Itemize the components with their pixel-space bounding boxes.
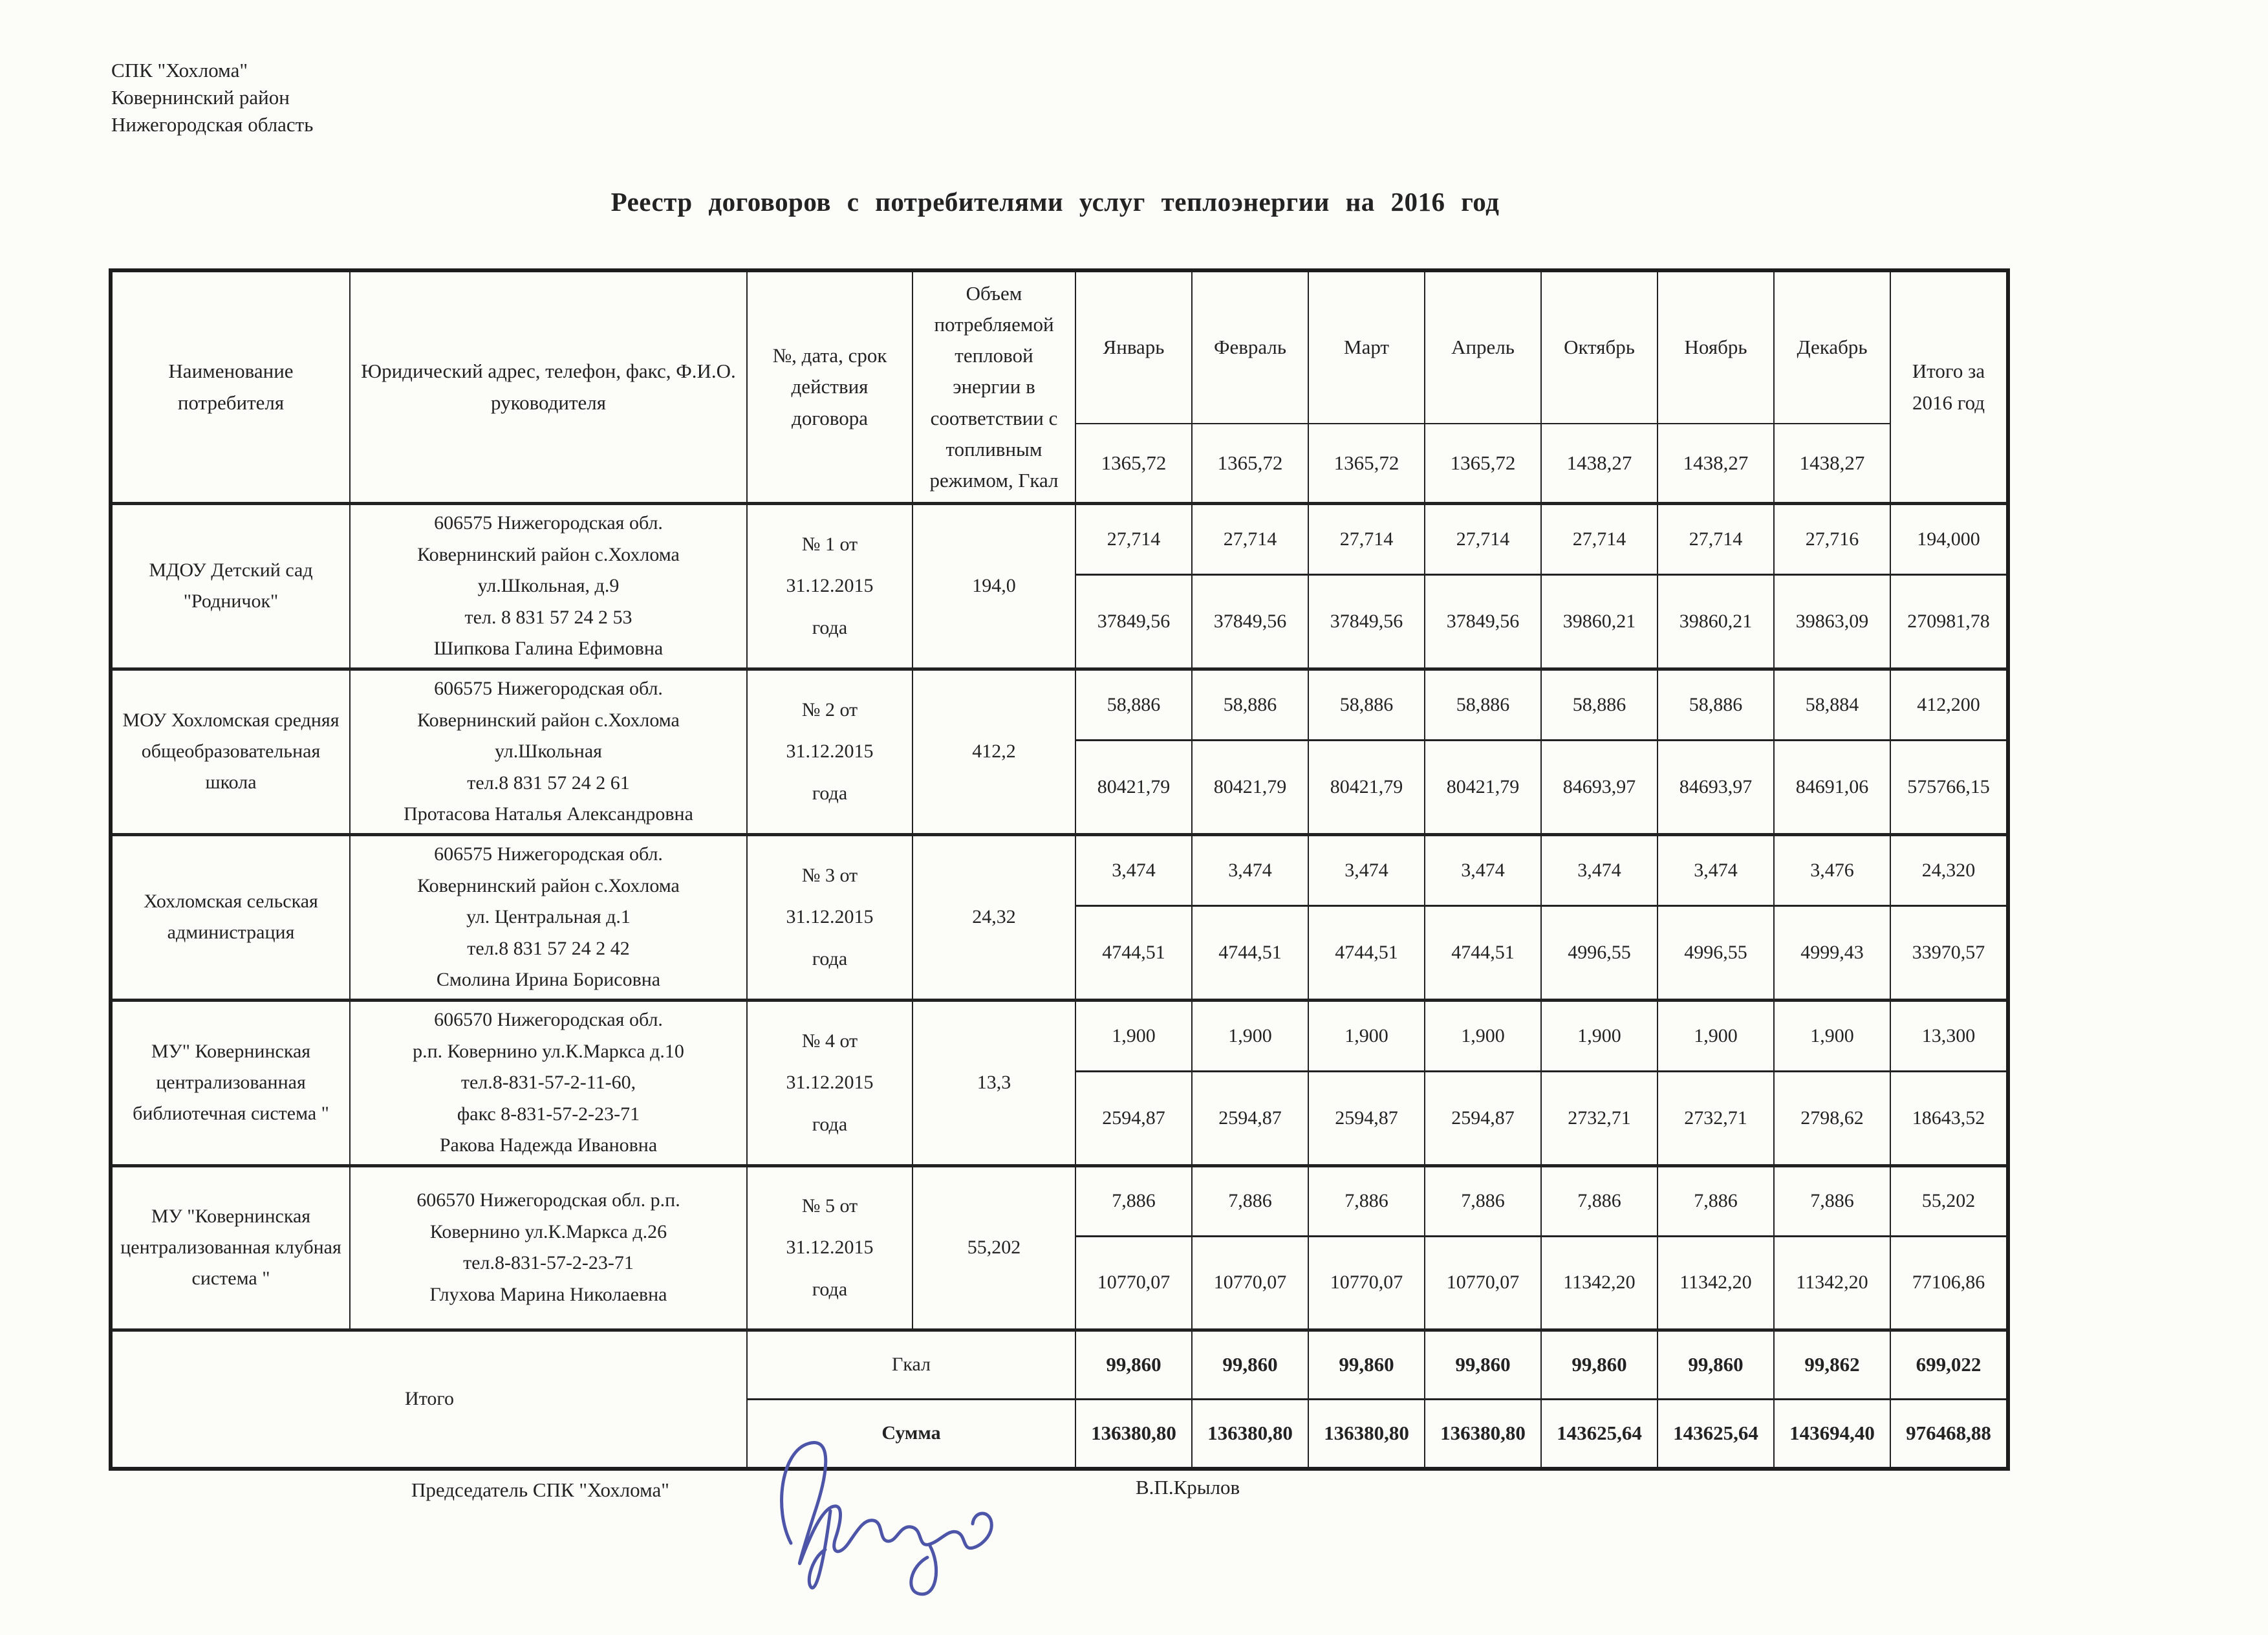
contract-line: № 3 от [801,864,858,886]
contract-line: № 4 от [801,1030,858,1052]
money-month-value: 80421,79 [1075,740,1192,834]
gkal-month-value: 7,886 [1308,1165,1425,1236]
totals-sum-value: 136380,80 [1075,1399,1192,1469]
gkal-month-value: 3,476 [1774,834,1890,905]
gkal-month-value: 27,714 [1192,504,1308,575]
address-line: ул.Школьная, д.9 [477,575,620,597]
contract-line: года [812,1113,848,1135]
consumer-name: Хохломская сельская администрация [111,834,350,1000]
consumer-address [350,504,747,669]
money-month-value: 4744,51 [1425,905,1541,1000]
col-header-volume: Объем потребляемой тепловой энергии в соответствии с топливным режимом, Гкал [913,270,1075,504]
contract-line: 31.12.2015 [786,1072,874,1094]
col-header-address: Юридический адрес, телефон, факс, Ф.И.О. руководителя [350,270,747,504]
address-line: Ковернинский район с.Хохлома [417,543,680,565]
consumer-row-gkal [111,504,2008,575]
contract-volume: 24,32 [913,834,1075,1000]
consumer-address [350,834,747,1000]
totals-sum-value: 136380,80 [1308,1399,1425,1469]
totals-sum-value: 143694,40 [1774,1399,1890,1469]
chairman-label: Председатель СПК "Хохлома" [411,1478,669,1501]
totals-gkal-year: 699,022 [1890,1330,2008,1399]
money-month-value: 2594,87 [1075,1071,1192,1165]
col-header-consumer: Наименование потребителя [111,270,350,504]
table-totals [111,1330,2008,1469]
address-line: 606575 Нижегородская обл. [434,677,663,699]
money-month-value: 39860,21 [1658,574,1774,669]
totals-gkal-value: 99,862 [1774,1330,1890,1399]
contract-line: 31.12.2015 [786,575,874,597]
contract-info [747,1000,913,1165]
gkal-year-total: 55,202 [1890,1165,2008,1236]
gkal-month-value: 3,474 [1192,834,1308,905]
money-month-value: 84691,06 [1774,740,1890,834]
gkal-month-value: 3,474 [1075,834,1192,905]
contract-line: № 2 от [801,698,858,720]
money-month-value: 80421,79 [1192,740,1308,834]
gkal-month-value: 27,714 [1541,504,1658,575]
col-header-month-february: Февраль [1192,270,1308,424]
contract-line: № 1 от [801,533,858,555]
money-month-value: 80421,79 [1308,740,1425,834]
tariff-cell: 1365,72 [1425,424,1541,504]
contract-volume: 194,0 [913,504,1075,669]
handwritten-signature [717,1414,1040,1608]
consumer-name: МОУ Хохломская средняя общеобразовательная школа [111,669,350,834]
table-body [111,504,2008,1330]
totals-gkal-value: 99,860 [1541,1330,1658,1399]
money-year-total: 18643,52 [1890,1071,2008,1165]
col-header-month-october: Октябрь [1541,270,1658,424]
gkal-month-value: 58,884 [1774,669,1890,740]
tariff-cell: 1438,27 [1541,424,1658,504]
totals-sum-value: 136380,80 [1425,1399,1541,1469]
totals-label: Итого [111,1330,747,1469]
money-month-value: 10770,07 [1425,1236,1541,1330]
address-line: тел.8-831-57-2-11-60, [460,1072,636,1094]
gkal-month-value: 58,886 [1192,669,1308,740]
consumer-name: МУ" Ковернинская централизованная библиотечная система " [111,1000,350,1165]
gkal-month-value: 7,886 [1658,1165,1774,1236]
org-line: СПК "Хохлома" [111,59,248,81]
contract-line: года [812,616,848,638]
address-line: Ковернинский район с.Хохлома [417,709,680,731]
tariff-cell: 1365,72 [1192,424,1308,504]
money-month-value: 84693,97 [1541,740,1658,834]
money-month-value: 10770,07 [1308,1236,1425,1330]
consumer-row-gkal [111,669,2008,740]
money-month-value: 4744,51 [1308,905,1425,1000]
contract-volume: 55,202 [913,1165,1075,1330]
gkal-month-value: 1,900 [1308,1000,1425,1071]
gkal-month-value: 27,714 [1075,504,1192,575]
gkal-year-total: 24,320 [1890,834,2008,905]
col-header-month-december: Декабрь [1774,270,1890,424]
col-header-contract: №, дата, срок действия договора [747,270,913,504]
gkal-month-value: 7,886 [1425,1165,1541,1236]
consumer-row-gkal [111,1000,2008,1071]
col-header-month-april: Апрель [1425,270,1541,424]
money-month-value: 11342,20 [1658,1236,1774,1330]
contract-line: № 5 от [801,1195,858,1217]
money-month-value: 4744,51 [1075,905,1192,1000]
tariff-cell: 1438,27 [1774,424,1890,504]
money-month-value: 4996,55 [1541,905,1658,1000]
gkal-month-value: 7,886 [1774,1165,1890,1236]
consumer-name: МДОУ Детский сад "Родничок" [111,504,350,669]
money-month-value: 2594,87 [1192,1071,1308,1165]
money-month-value: 2594,87 [1308,1071,1425,1165]
header-row [111,270,2008,424]
signer-name: В.П.Крылов [1136,1476,1240,1499]
money-month-value: 80421,79 [1425,740,1541,834]
gkal-month-value: 58,886 [1075,669,1192,740]
totals-gkal-row [111,1330,2008,1399]
contract-line: 31.12.2015 [786,906,874,928]
gkal-month-value: 1,900 [1425,1000,1541,1071]
gkal-month-value: 27,716 [1774,504,1890,575]
money-month-value: 2732,71 [1541,1071,1658,1165]
col-header-month-january: Январь [1075,270,1192,424]
money-month-value: 37849,56 [1425,574,1541,669]
contract-line: 31.12.2015 [786,1237,874,1259]
address-line: факс 8-831-57-2-23-71 [457,1103,640,1125]
money-month-value: 37849,56 [1308,574,1425,669]
gkal-month-value: 27,714 [1658,504,1774,575]
col-header-month-march: Март [1308,270,1425,424]
consumer-row-gkal [111,1165,2008,1236]
money-year-total: 77106,86 [1890,1236,2008,1330]
money-month-value: 10770,07 [1192,1236,1308,1330]
address-line: тел.8-831-57-2-23-71 [463,1252,634,1274]
gkal-year-total: 194,000 [1890,504,2008,575]
money-month-value: 11342,20 [1541,1236,1658,1330]
totals-gkal-label: Гкал [747,1330,1075,1399]
address-line: Смолина Ирина Борисовна [436,969,661,991]
totals-gkal-value: 99,860 [1658,1330,1774,1399]
org-line: Ковернинский район [111,86,290,109]
consumer-row-gkal [111,834,2008,905]
address-line: Ракова Надежда Ивановна [439,1134,658,1156]
address-line: р.п. Ковернино ул.К.Маркса д.10 [413,1040,684,1062]
address-line: ул.Школьная [495,741,602,763]
money-month-value: 37849,56 [1075,574,1192,669]
money-month-value: 39860,21 [1541,574,1658,669]
money-month-value: 4999,43 [1774,905,1890,1000]
contract-volume: 13,3 [913,1000,1075,1165]
totals-gkal-value: 99,860 [1075,1330,1192,1399]
gkal-month-value: 1,900 [1541,1000,1658,1071]
gkal-month-value: 7,886 [1192,1165,1308,1236]
table-header [111,270,2008,504]
totals-sum-value: 136380,80 [1192,1399,1308,1469]
col-header-year-total: Итого за 2016 год [1890,270,2008,504]
money-month-value: 84693,97 [1658,740,1774,834]
totals-gkal-value: 99,860 [1308,1330,1425,1399]
gkal-month-value: 7,886 [1541,1165,1658,1236]
gkal-year-total: 412,200 [1890,669,2008,740]
totals-sum-label: Сумма [747,1399,1075,1469]
gkal-month-value: 1,900 [1658,1000,1774,1071]
contract-info [747,504,913,669]
tariff-cell: 1365,72 [1308,424,1425,504]
contract-info [747,834,913,1000]
money-year-total: 33970,57 [1890,905,2008,1000]
contract-line: года [812,1278,848,1300]
money-month-value: 11342,20 [1774,1236,1890,1330]
contract-info [747,669,913,834]
totals-sum-year: 976468,88 [1890,1399,2008,1469]
gkal-month-value: 1,900 [1075,1000,1192,1071]
contract-line: 31.12.2015 [786,741,874,763]
gkal-month-value: 58,886 [1541,669,1658,740]
gkal-month-value: 3,474 [1425,834,1541,905]
contracts-registry-table [109,268,2010,1471]
money-month-value: 39863,09 [1774,574,1890,669]
address-line: тел. 8 831 57 24 2 53 [464,606,632,628]
org-line: Нижегородская область [111,113,314,136]
address-line: 606575 Нижегородская обл. [434,843,663,865]
money-year-total: 270981,78 [1890,574,2008,669]
totals-sum-value: 143625,64 [1658,1399,1774,1469]
address-line: 606570 Нижегородская обл. [434,1008,663,1030]
address-line: тел.8 831 57 24 2 42 [467,937,630,959]
money-month-value: 2798,62 [1774,1071,1890,1165]
gkal-month-value: 27,714 [1425,504,1541,575]
totals-sum-value: 143625,64 [1541,1399,1658,1469]
gkal-month-value: 1,900 [1774,1000,1890,1071]
gkal-month-value: 1,900 [1192,1000,1308,1071]
contract-line: года [812,782,848,804]
tariff-cell: 1438,27 [1658,424,1774,504]
contract-line: года [812,947,848,969]
gkal-month-value: 58,886 [1425,669,1541,740]
gkal-month-value: 58,886 [1308,669,1425,740]
consumer-address [350,1165,747,1330]
money-month-value: 2594,87 [1425,1071,1541,1165]
gkal-month-value: 27,714 [1308,504,1425,575]
col-header-month-november: Ноябрь [1658,270,1774,424]
totals-gkal-value: 99,860 [1425,1330,1541,1399]
gkal-month-value: 7,886 [1075,1165,1192,1236]
address-line: Ковернинский район с.Хохлома [417,874,680,896]
gkal-month-value: 3,474 [1658,834,1774,905]
organization-block [111,57,313,138]
consumer-address [350,1000,747,1165]
money-month-value: 2732,71 [1658,1071,1774,1165]
money-month-value: 4744,51 [1192,905,1308,1000]
gkal-year-total: 13,300 [1890,1000,2008,1071]
contract-volume: 412,2 [913,669,1075,834]
document-title: Реестр договоров с потребителями услуг теплоэнергии на 2016 год [610,187,1500,217]
money-month-value: 4996,55 [1658,905,1774,1000]
address-line: Протасова Наталья Александровна [404,803,693,825]
address-line: Ковернино ул.К.Маркса д.26 [429,1220,667,1242]
consumer-address [350,669,747,834]
consumer-name: МУ "Ковернинская централизованная клубная система " [111,1165,350,1330]
address-line: ул. Центральная д.1 [466,906,631,928]
tariff-cell: 1365,72 [1075,424,1192,504]
contract-info [747,1165,913,1330]
address-line: тел.8 831 57 24 2 61 [467,772,630,794]
totals-gkal-value: 99,860 [1192,1330,1308,1399]
money-month-value: 10770,07 [1075,1236,1192,1330]
address-line: Глухова Марина Николаевна [429,1283,667,1305]
address-line: 606575 Нижегородская обл. [434,512,663,534]
money-year-total: 575766,15 [1890,740,2008,834]
address-line: Шипкова Галина Ефимовна [433,638,664,660]
gkal-month-value: 3,474 [1541,834,1658,905]
gkal-month-value: 58,886 [1658,669,1774,740]
gkal-month-value: 3,474 [1308,834,1425,905]
address-line: 606570 Нижегородская обл. р.п. [416,1189,680,1211]
money-month-value: 37849,56 [1192,574,1308,669]
